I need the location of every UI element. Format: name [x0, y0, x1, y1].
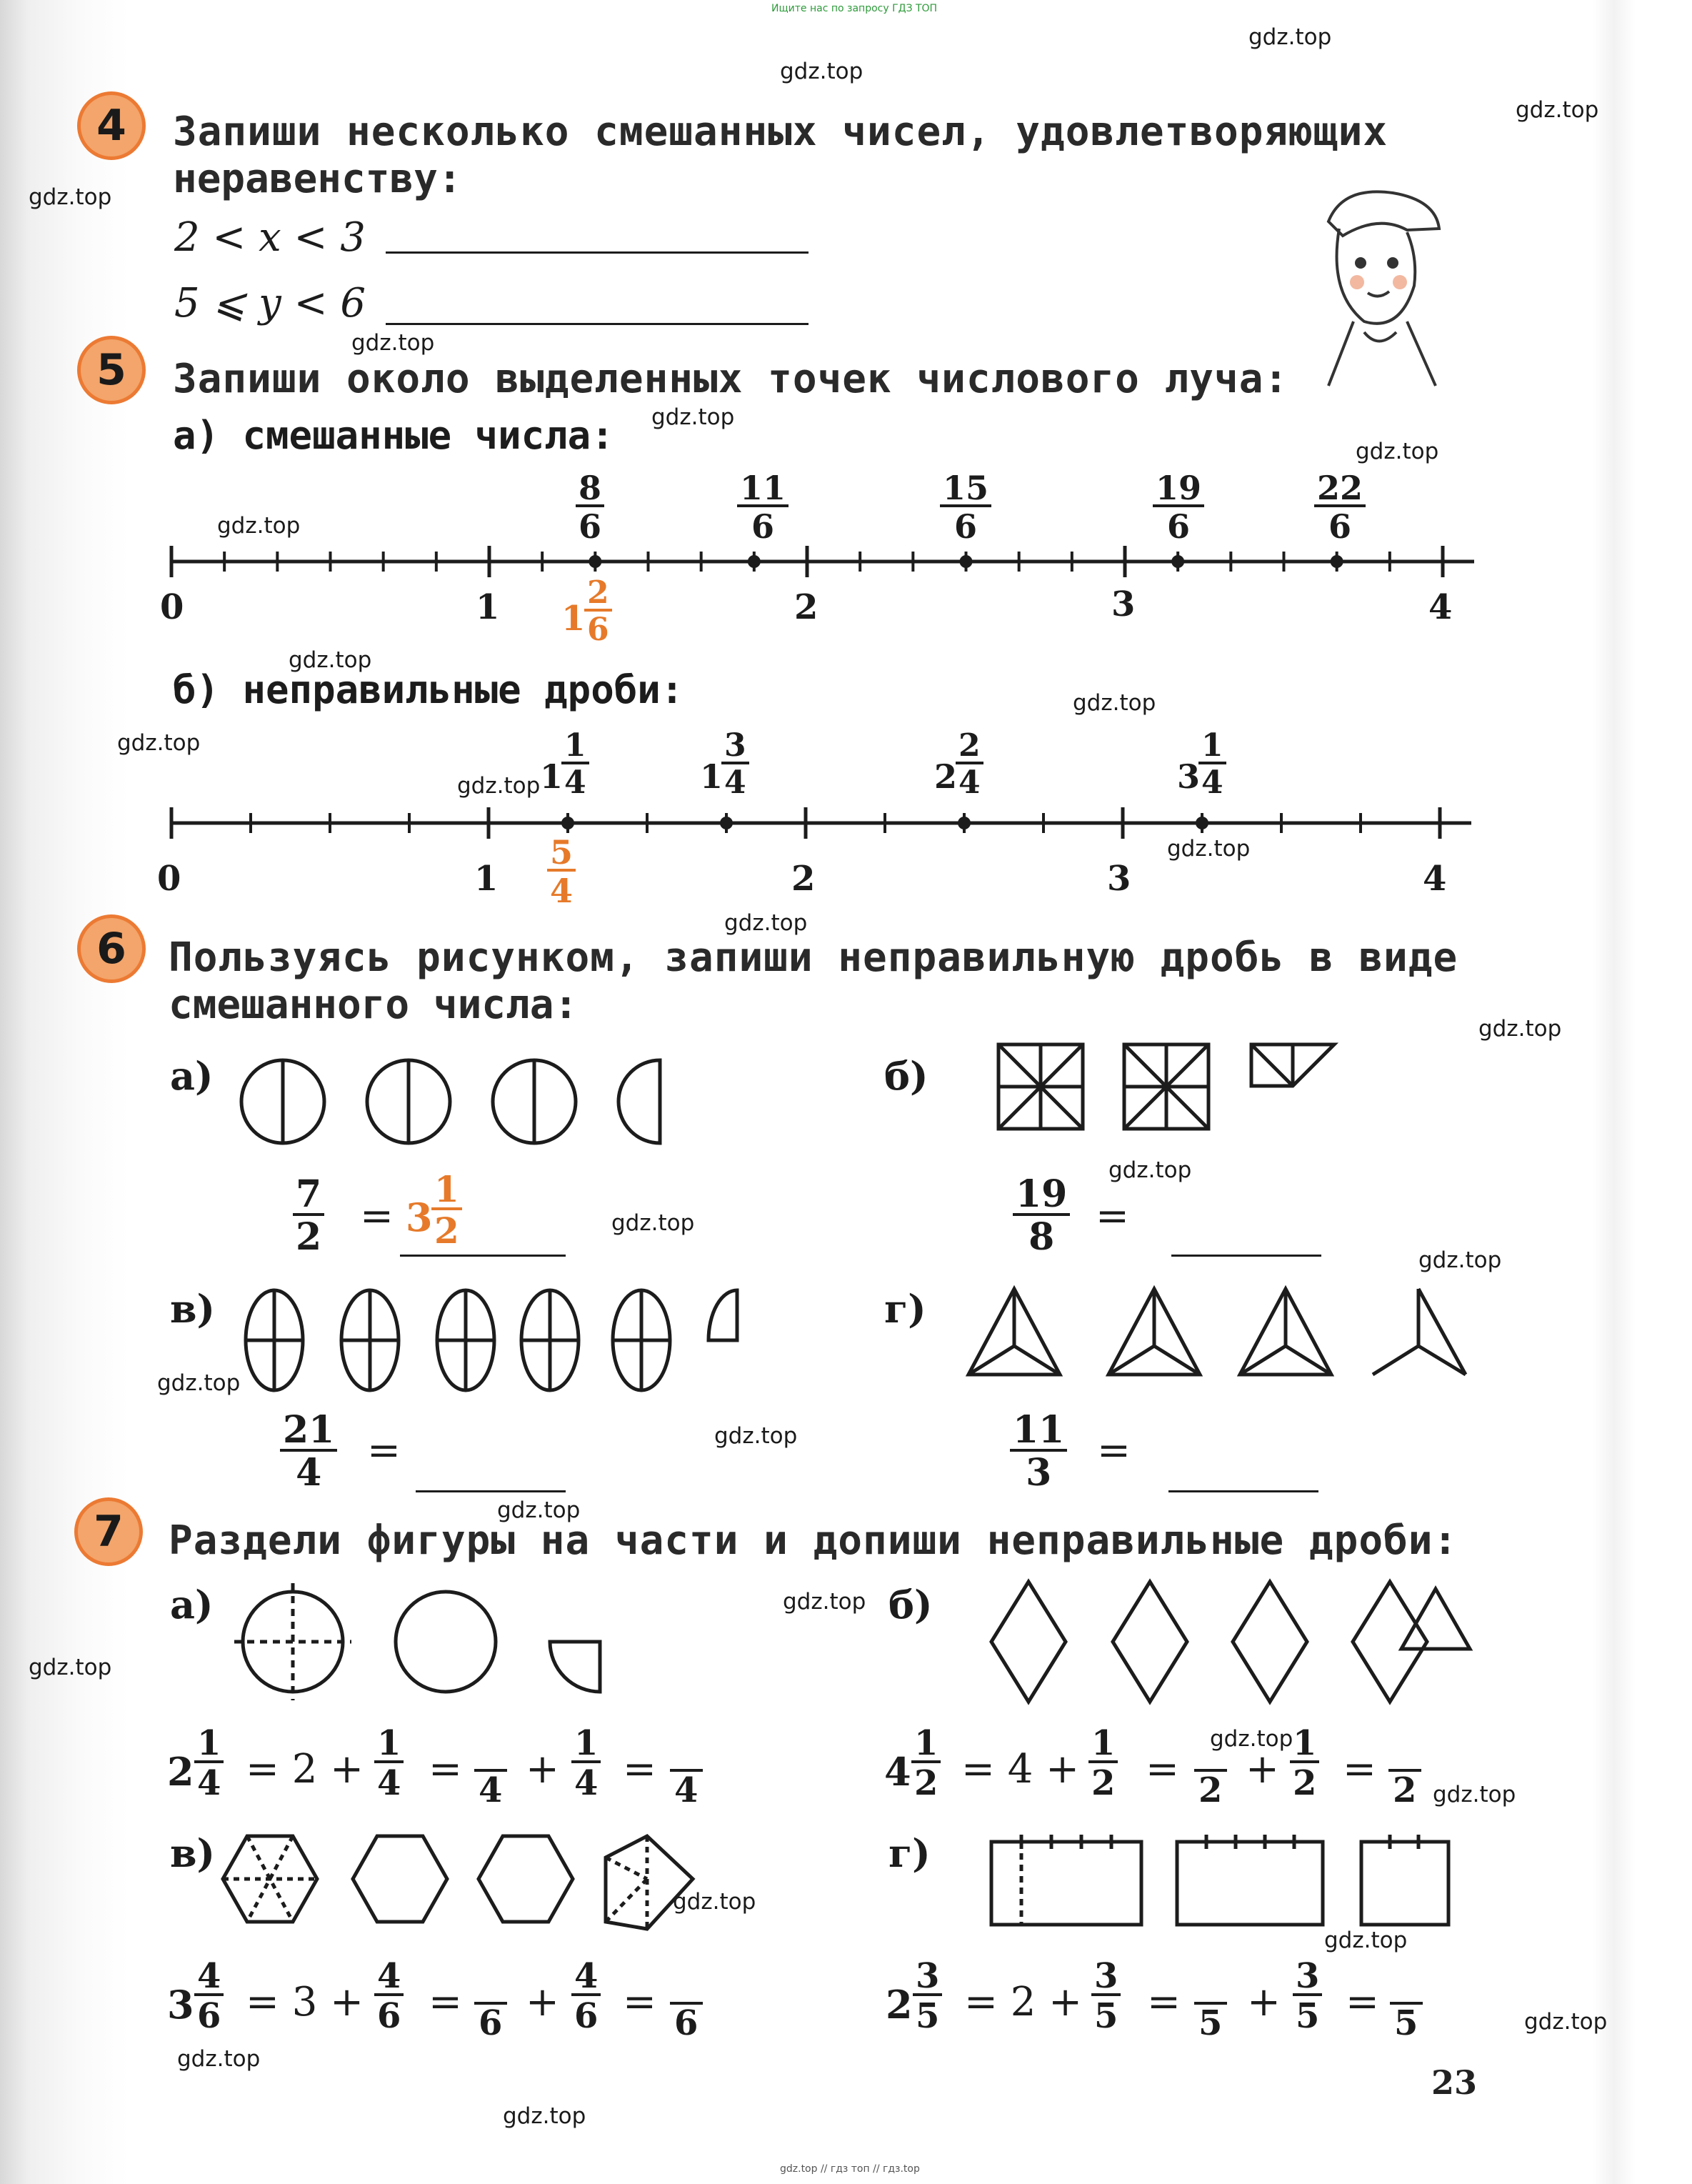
task4-inequality-2: 5 ⩽ y < 6	[174, 280, 366, 326]
task6-text-line1: Пользуясь рисунком, запиши неправильную дробь в виде	[169, 934, 1458, 981]
watermark: gdz.top	[1324, 1928, 1408, 1953]
watermark: gdz.top	[651, 404, 735, 430]
equation-part: = 3 +	[246, 1979, 364, 2025]
watermark: gdz.top	[1356, 439, 1439, 464]
ray-b-tick-label: 1	[474, 859, 499, 899]
task-number-badge: 7	[74, 1497, 143, 1566]
task4-text-line2: неравенству:	[173, 156, 462, 202]
ray-a-fraction: $\frac{22}{6}$	[1314, 472, 1366, 543]
top-note: Ищите нас по запросу ГДЗ ТОП	[771, 3, 938, 14]
ray-a-fraction: $\frac{15}{6}$	[940, 472, 991, 543]
watermark: gdz.top	[29, 1655, 112, 1680]
denominator: 6	[674, 2003, 699, 2043]
task7a-fraction: $\frac{1}{4}$	[194, 1726, 224, 1800]
ray-b-mixed-whole: 1	[700, 757, 724, 796]
part-label: а)	[170, 1053, 214, 1099]
denominator: 5	[1198, 2003, 1223, 2043]
watermark: gdz.top	[157, 1370, 241, 1396]
task7b-fraction: $\frac{1}{2}$	[1088, 1726, 1118, 1800]
equals-sign: =	[1096, 1193, 1129, 1240]
task5-part-a-label: а) смешанные числа:	[173, 413, 614, 458]
equation-part: =	[623, 1979, 656, 2025]
part-label: в)	[170, 1286, 216, 1332]
ray-a-tick-label: 4	[1428, 587, 1453, 627]
equation-part: +	[526, 1746, 559, 1792]
equation-part: +	[1246, 1746, 1279, 1792]
denominator: 4	[674, 1770, 699, 1810]
watermark: gdz.top	[217, 513, 301, 539]
denominator: 2	[1393, 1770, 1417, 1810]
ray-b-tick-label: 3	[1107, 859, 1131, 899]
task6a-answer-whole: 3	[406, 1195, 433, 1240]
watermark: gdz.top	[289, 647, 372, 673]
task7v-fraction: $\frac{4}{6}$	[194, 1959, 224, 2033]
ray-b-tick-label: 2	[791, 859, 816, 899]
part-label: г)	[884, 1286, 926, 1332]
task7g-whole: 2	[886, 1982, 913, 2028]
task4-text-line1: Запиши несколько смешанных чисел, удовлетворяющих	[173, 109, 1388, 155]
watermark: gdz.top	[780, 59, 863, 84]
watermark: gdz.top	[1073, 690, 1156, 716]
ray-b-answer-fraction: $\frac{5}{4}$	[547, 836, 576, 907]
equation-part: =	[623, 1746, 656, 1792]
ray-a-answer-fraction: $\frac{2}{6}$	[584, 577, 612, 646]
watermark: gdz.top	[1248, 24, 1332, 50]
ray-a-tick-label: 0	[160, 587, 184, 627]
denominator: 4	[479, 1770, 503, 1810]
equation-part: +	[1247, 1979, 1281, 2025]
equation-part: =	[1343, 1746, 1376, 1792]
equation-part: +	[526, 1979, 559, 2025]
task-number-badge: 6	[77, 914, 146, 983]
ray-b-mixed-fraction: $\frac{2}{4}$	[956, 730, 983, 799]
task-number-badge: 5	[77, 336, 146, 404]
ray-b-mixed-fraction: $\frac{1}{4}$	[561, 730, 589, 799]
watermark: gdz.top	[1418, 1247, 1502, 1273]
part-label: г)	[888, 1830, 931, 1876]
ray-b-mixed-fraction: $\frac{3}{4}$	[721, 730, 749, 799]
ray-b-mixed-whole: 2	[934, 757, 958, 796]
equation-part: =	[1346, 1979, 1379, 2025]
equation-part: = 2 +	[246, 1746, 364, 1792]
watermark: gdz.top	[1524, 2009, 1608, 2035]
watermark: gdz.top	[724, 910, 808, 936]
watermark: gdz.top	[611, 1210, 695, 1236]
watermark: gdz.top	[351, 330, 435, 356]
task7g-fraction: $\frac{3}{5}$	[1293, 1959, 1322, 2033]
task6b-fraction: $\frac{19}{8}$	[1013, 1176, 1070, 1256]
part-label: в)	[170, 1830, 216, 1876]
watermark: gdz.top	[457, 773, 541, 799]
ray-b-tick-label: 0	[157, 859, 181, 899]
equals-sign: =	[367, 1427, 401, 1474]
ray-a-fraction: $\frac{8}{6}$	[576, 472, 604, 543]
ray-b-mixed-whole: 1	[540, 757, 564, 796]
part-label: б)	[884, 1053, 928, 1099]
task6a-fraction: $\frac{7}{2}$	[293, 1176, 324, 1256]
task7v-fraction: $\frac{4}{6}$	[374, 1959, 404, 2033]
task7g-fraction: $\frac{3}{5}$	[913, 1959, 942, 2033]
ray-b-tick-label: 4	[1423, 859, 1447, 899]
part-label: а)	[170, 1582, 214, 1627]
watermark: gdz.top	[1108, 1157, 1192, 1183]
watermark: gdz.top	[783, 1589, 866, 1615]
task7b-fraction: $\frac{1}{2}$	[1290, 1726, 1319, 1800]
watermark: gdz.top	[673, 1889, 756, 1915]
task4-inequality-1: 2 < x < 3	[174, 214, 366, 261]
task-number-badge: 4	[77, 91, 146, 160]
bottom-note: gdz.top // гдз топ // гдз.top	[780, 2163, 920, 2175]
watermark: gdz.top	[503, 2103, 586, 2129]
task5-part-b-label: б) неправильные дроби:	[173, 667, 684, 712]
part-label: б)	[888, 1582, 933, 1627]
task5-text: Запиши около выделенных точек числового луча:	[173, 356, 1289, 402]
watermark: gdz.top	[497, 1497, 581, 1523]
task7a-whole: 2	[167, 1749, 194, 1795]
equation-part: =	[1147, 1979, 1181, 2025]
watermark: gdz.top	[1167, 836, 1251, 862]
ray-a-fraction: $\frac{19}{6}$	[1153, 472, 1204, 543]
equation-part: = 2 +	[964, 1979, 1083, 2025]
task7g-fraction: $\frac{3}{5}$	[1091, 1959, 1121, 2033]
denominator: 6	[479, 2003, 503, 2043]
task7a-fraction: $\frac{1}{4}$	[374, 1726, 404, 1800]
ray-a-tick-label: 3	[1111, 584, 1136, 624]
ray-a-tick-label: 1	[476, 587, 500, 627]
task7b-fraction: $\frac{1}{2}$	[911, 1726, 941, 1800]
task6g-fraction: $\frac{11}{3}$	[1010, 1412, 1067, 1492]
ray-a-fraction: $\frac{11}{6}$	[737, 472, 789, 543]
denominator: 2	[1198, 1770, 1223, 1810]
watermark: gdz.top	[1478, 1016, 1562, 1042]
task7a-fraction: $\frac{1}{4}$	[571, 1726, 601, 1800]
equals-sign: =	[360, 1193, 394, 1240]
task6v-fraction: $\frac{21}{4}$	[280, 1412, 337, 1492]
equation-part: =	[429, 1746, 462, 1792]
watermark: gdz.top	[1433, 1782, 1516, 1807]
watermark: gdz.top	[177, 2046, 261, 2072]
ray-a-answer-whole: 1	[561, 599, 586, 639]
ray-b-mixed-whole: 3	[1177, 757, 1201, 796]
equals-sign: =	[1097, 1427, 1131, 1474]
task7v-fraction: $\frac{4}{6}$	[571, 1959, 601, 2033]
watermark: gdz.top	[1516, 97, 1599, 123]
task7v-whole: 3	[167, 1982, 194, 2028]
task7b-whole: 4	[884, 1749, 911, 1795]
task7-text: Раздели фигуры на части и допиши неправильные дроби:	[169, 1517, 1458, 1564]
equation-part: =	[429, 1979, 462, 2025]
denominator: 5	[1394, 2003, 1418, 2043]
ray-b-mixed-fraction: $\frac{1}{4}$	[1198, 730, 1226, 799]
ray-a-tick-label: 2	[794, 587, 819, 627]
task6-text-line2: смешанного числа:	[169, 982, 579, 1028]
watermark: gdz.top	[117, 730, 201, 756]
task6a-answer-fraction: $\frac{1}{2}$	[431, 1172, 462, 1249]
page-number: 23	[1431, 2063, 1478, 2102]
watermark: gdz.top	[29, 184, 112, 210]
watermark: gdz.top	[1210, 1726, 1293, 1752]
equation-part: = 4 +	[961, 1746, 1080, 1792]
equation-part: =	[1146, 1746, 1179, 1792]
watermark: gdz.top	[714, 1423, 798, 1449]
